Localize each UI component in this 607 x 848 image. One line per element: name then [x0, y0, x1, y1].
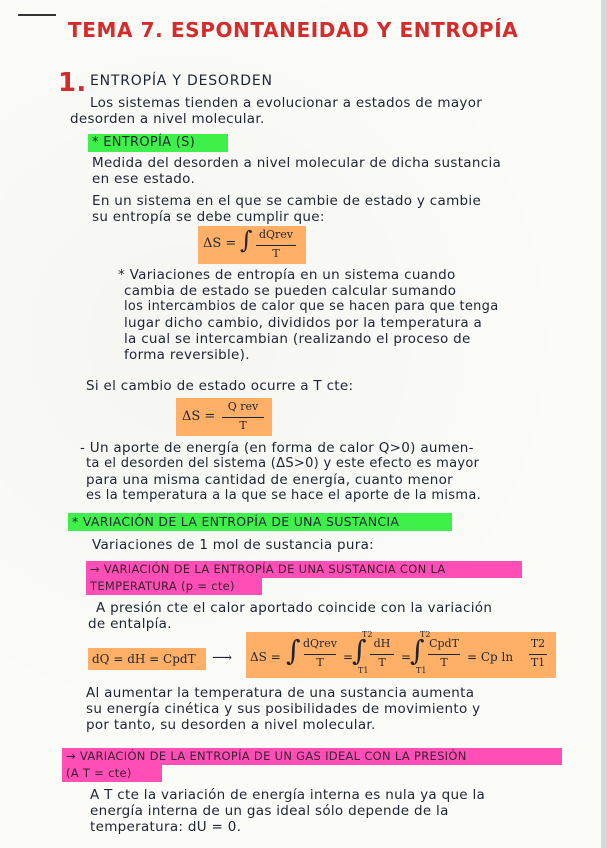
equals-2: =	[401, 650, 412, 664]
formula1-numerator: dQrev	[258, 228, 294, 241]
gas-text-2: energía interna de un gas ideal sólo depende de la	[90, 803, 449, 819]
formula3-f3-denominator: T	[440, 656, 448, 669]
intro-line-1: Los sistemas tienden a evolucionar a estados de mayor	[90, 95, 483, 111]
formula3-result-bar	[529, 654, 547, 655]
formula1-lhs: ΔS =	[203, 236, 237, 251]
variacion-label: * VARIACIÓN DE LA ENTROPÍA DE UNA SUSTANCIA	[72, 514, 400, 529]
gas-text-1: A T cte la variación de energía interna es nula ya que la	[90, 787, 486, 803]
formula2-numerator: Q rev	[227, 400, 259, 413]
page-edge	[601, 0, 607, 848]
formula2-denominator: T	[239, 419, 247, 432]
variaciones-line-2: cambia de estado se pueden calcular sumando	[124, 283, 457, 299]
intro-line-2: desorden a nivel molecular.	[70, 111, 265, 127]
aumentar-line-3: por tanto, su desorden a nivel molecular.	[86, 717, 376, 733]
gas-text-3: temperatura: dU = 0.	[90, 819, 242, 835]
aporte-line-1: - Un aporte de energía (en forma de calor Q>0) aumen-	[80, 440, 474, 456]
entropia-label: * ENTROPÍA (S)	[92, 135, 196, 150]
integral-sign-3: ∫	[410, 634, 425, 667]
definition-line-2: en ese estado.	[92, 171, 196, 187]
variacion-subtitle: Variaciones de 1 mol de sustancia pura:	[92, 537, 374, 553]
top-dash-mark	[18, 14, 56, 16]
aporte-line-4: es la temperatura a la que se hace el aporte de la misma.	[86, 488, 482, 503]
formula3-f1-numerator: dQrev	[302, 637, 338, 650]
cambio-line-1: En un sistema en el que se cambie de estado y cambie	[92, 193, 482, 209]
aumentar-line-1: Al aumentar la temperatura de una sustancia aumenta	[86, 685, 475, 701]
cambio-line-2: su entropía se debe cumplir que:	[92, 209, 325, 225]
section-number: 1.	[58, 68, 87, 98]
limit-low-2: T1	[416, 666, 427, 675]
formula3-f3-numerator: CpdT	[429, 637, 459, 650]
aporte-line-2: ta el desorden del sistema (ΔS>0) y este efecto es mayor	[86, 456, 480, 471]
formula3-f2-numerator: dH	[373, 637, 391, 650]
definition-line-1: Medida del desorden a nivel molecular de dicha sustancia	[92, 155, 502, 171]
pressure-heading-1: → VARIACIÓN DE LA ENTROPÍA DE UNA SUSTANCIA CON LA	[90, 562, 446, 576]
t-cte-line: Si el cambio de estado ocurre a T cte:	[86, 378, 354, 394]
pressure-text-1: A presión cte el calor aportado coincide con la variación	[96, 600, 493, 616]
integral-sign-2: ∫	[352, 634, 367, 667]
pressure-heading-2: TEMPERATURA (p = cte)	[90, 579, 235, 593]
gas-heading-1: → VARIACIÓN DE LA ENTROPÍA DE UN GAS IDEAL CON LA PRESIÓN	[66, 749, 467, 763]
variaciones-line-6: forma reversible).	[124, 347, 250, 363]
limit-high-2: T2	[420, 630, 431, 639]
integral-sign-1: ∫	[286, 634, 301, 667]
limit-low-1: T1	[358, 666, 369, 675]
formula3-arrow: ⟶	[212, 650, 233, 666]
pressure-text-2: de entalpía.	[88, 616, 172, 632]
gas-heading-2: (A T = cte)	[66, 766, 132, 780]
formula3-f1-bar	[304, 654, 336, 655]
formula3-f1-denominator: T	[316, 656, 324, 669]
formula3-f3-bar	[428, 654, 460, 655]
equals-1: =	[343, 650, 354, 664]
formula3-f2-bar	[370, 654, 394, 655]
variaciones-line-5: la cual se intercambian (realizando el proceso de	[124, 331, 471, 347]
formula1-denominator: T	[272, 247, 280, 260]
formula3-result-denominator: T1	[530, 656, 546, 669]
variaciones-line-1: * Variaciones de entropía en un sistema cuando	[118, 267, 456, 283]
aporte-line-3: para una misma cantidad de energía, cuanto menor	[86, 472, 453, 488]
aumentar-line-2: su energía cinética y sus posibilidades de movimiento y	[86, 701, 481, 717]
formula3-result-numerator: T2	[530, 637, 546, 650]
formula2-lhs: ΔS =	[182, 409, 216, 424]
section-heading: ENTROPÍA Y DESORDEN	[90, 73, 273, 89]
formula3-f2-denominator: T	[378, 656, 386, 669]
variaciones-line-4: lugar dicho cambio, divididos por la temperatura a	[124, 315, 483, 331]
formula3-result: = Cp ln	[467, 650, 514, 664]
page-title: TEMA 7. ESPONTANEIDAD Y ENTROPÍA	[68, 18, 519, 42]
integral-sign: ∫	[240, 226, 253, 254]
formula3-left: dQ = dH = CpdT	[92, 652, 196, 666]
variaciones-line-3: los intercambios de calor que se hacen para que tenga	[124, 299, 499, 314]
formula3-lhs: ΔS =	[250, 650, 281, 664]
formula2-fraction-bar	[222, 417, 264, 418]
formula1-fraction-bar	[256, 245, 296, 246]
limit-high-1: T2	[362, 630, 373, 639]
